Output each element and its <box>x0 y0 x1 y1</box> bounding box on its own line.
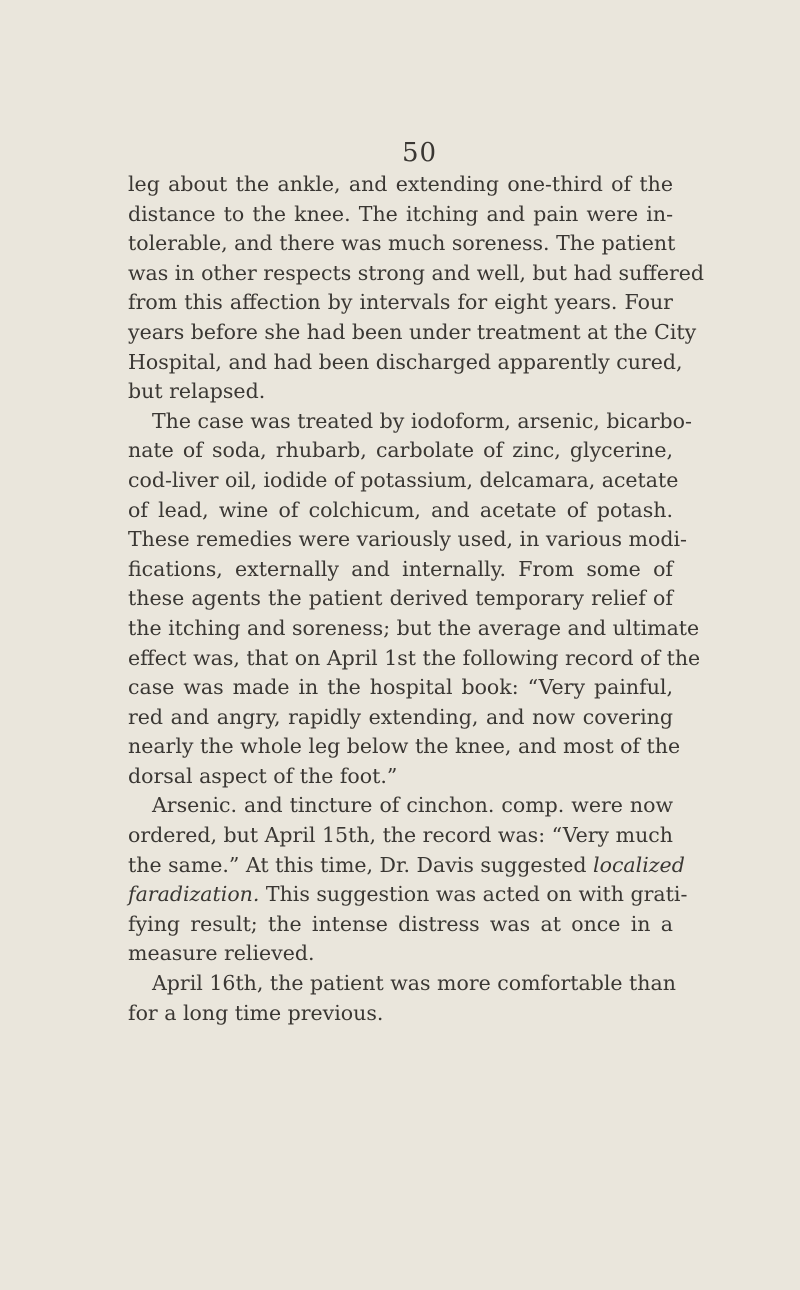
text-line: dorsal aspect of the foot.” <box>128 763 398 788</box>
text-segment: the same.” At this time, Dr. Davis suggested <box>128 852 587 877</box>
text-line: cod-liver oil, iodide of potassium, delcamara, acetate <box>128 467 679 492</box>
italic-term: faradization. <box>128 882 260 907</box>
text-line: case was made in the hospital book: “Very painful, <box>128 675 673 700</box>
text-line: of lead, wine of colchicum, and acetate of potash. <box>128 497 673 522</box>
text-line: measure relieved. <box>128 941 315 966</box>
text-line: April 16th, the patient was more comfortable than <box>152 971 676 996</box>
text-line: nate of soda, rhubarb, carbolate of zinc, glycerine, <box>128 438 673 463</box>
text-line: leg about the ankle, and extending one-third of the <box>128 172 673 196</box>
italic-term: localized <box>593 852 685 877</box>
text-line: the itching and soreness; but the average and ultimate <box>128 615 700 640</box>
text-line: years before she had been under treatment at the City <box>128 319 697 344</box>
text-line: fying result; the intense distress was at once in a <box>128 911 673 936</box>
text-line: was in other respects strong and well, but had suffered <box>128 260 705 285</box>
text-line: nearly the whole leg below the knee, and most of the <box>128 734 681 759</box>
text-segment: This suggestion was acted on with grati- <box>265 882 688 907</box>
text-line: red and angry, rapidly extending, and now covering <box>128 704 673 729</box>
text-line: these agents the patient derived temporary relief of <box>128 586 673 611</box>
text-line: Arsenic. and tincture of cinchon. comp. were now <box>152 793 673 818</box>
text-line: for a long time previous. <box>128 1000 384 1025</box>
text-line <box>128 880 688 910</box>
text-line: tolerable, and there was much soreness. The patient <box>128 231 676 256</box>
text-line: from this affection by intervals for eight years. Four <box>128 290 673 315</box>
text-line: These remedies were variously used, in various modi- <box>128 527 687 552</box>
text-line: effect was, that on April 1st the following record of the <box>128 645 701 670</box>
text-line: but relapsed. <box>128 379 266 404</box>
text-line: Hospital, and had been discharged apparently cured, <box>128 349 683 374</box>
text-line: fications, externally and internally. From some of <box>128 556 673 581</box>
body-text <box>128 170 705 1028</box>
page-number: 50 <box>402 138 438 168</box>
text-line <box>128 851 685 881</box>
text-line: ordered, but April 15th, the record was: “Very much <box>128 823 673 848</box>
text-line: distance to the knee. The itching and pain were in- <box>128 201 673 226</box>
text-line: The case was treated by iodoform, arsenic, bicarbo- <box>152 408 692 433</box>
